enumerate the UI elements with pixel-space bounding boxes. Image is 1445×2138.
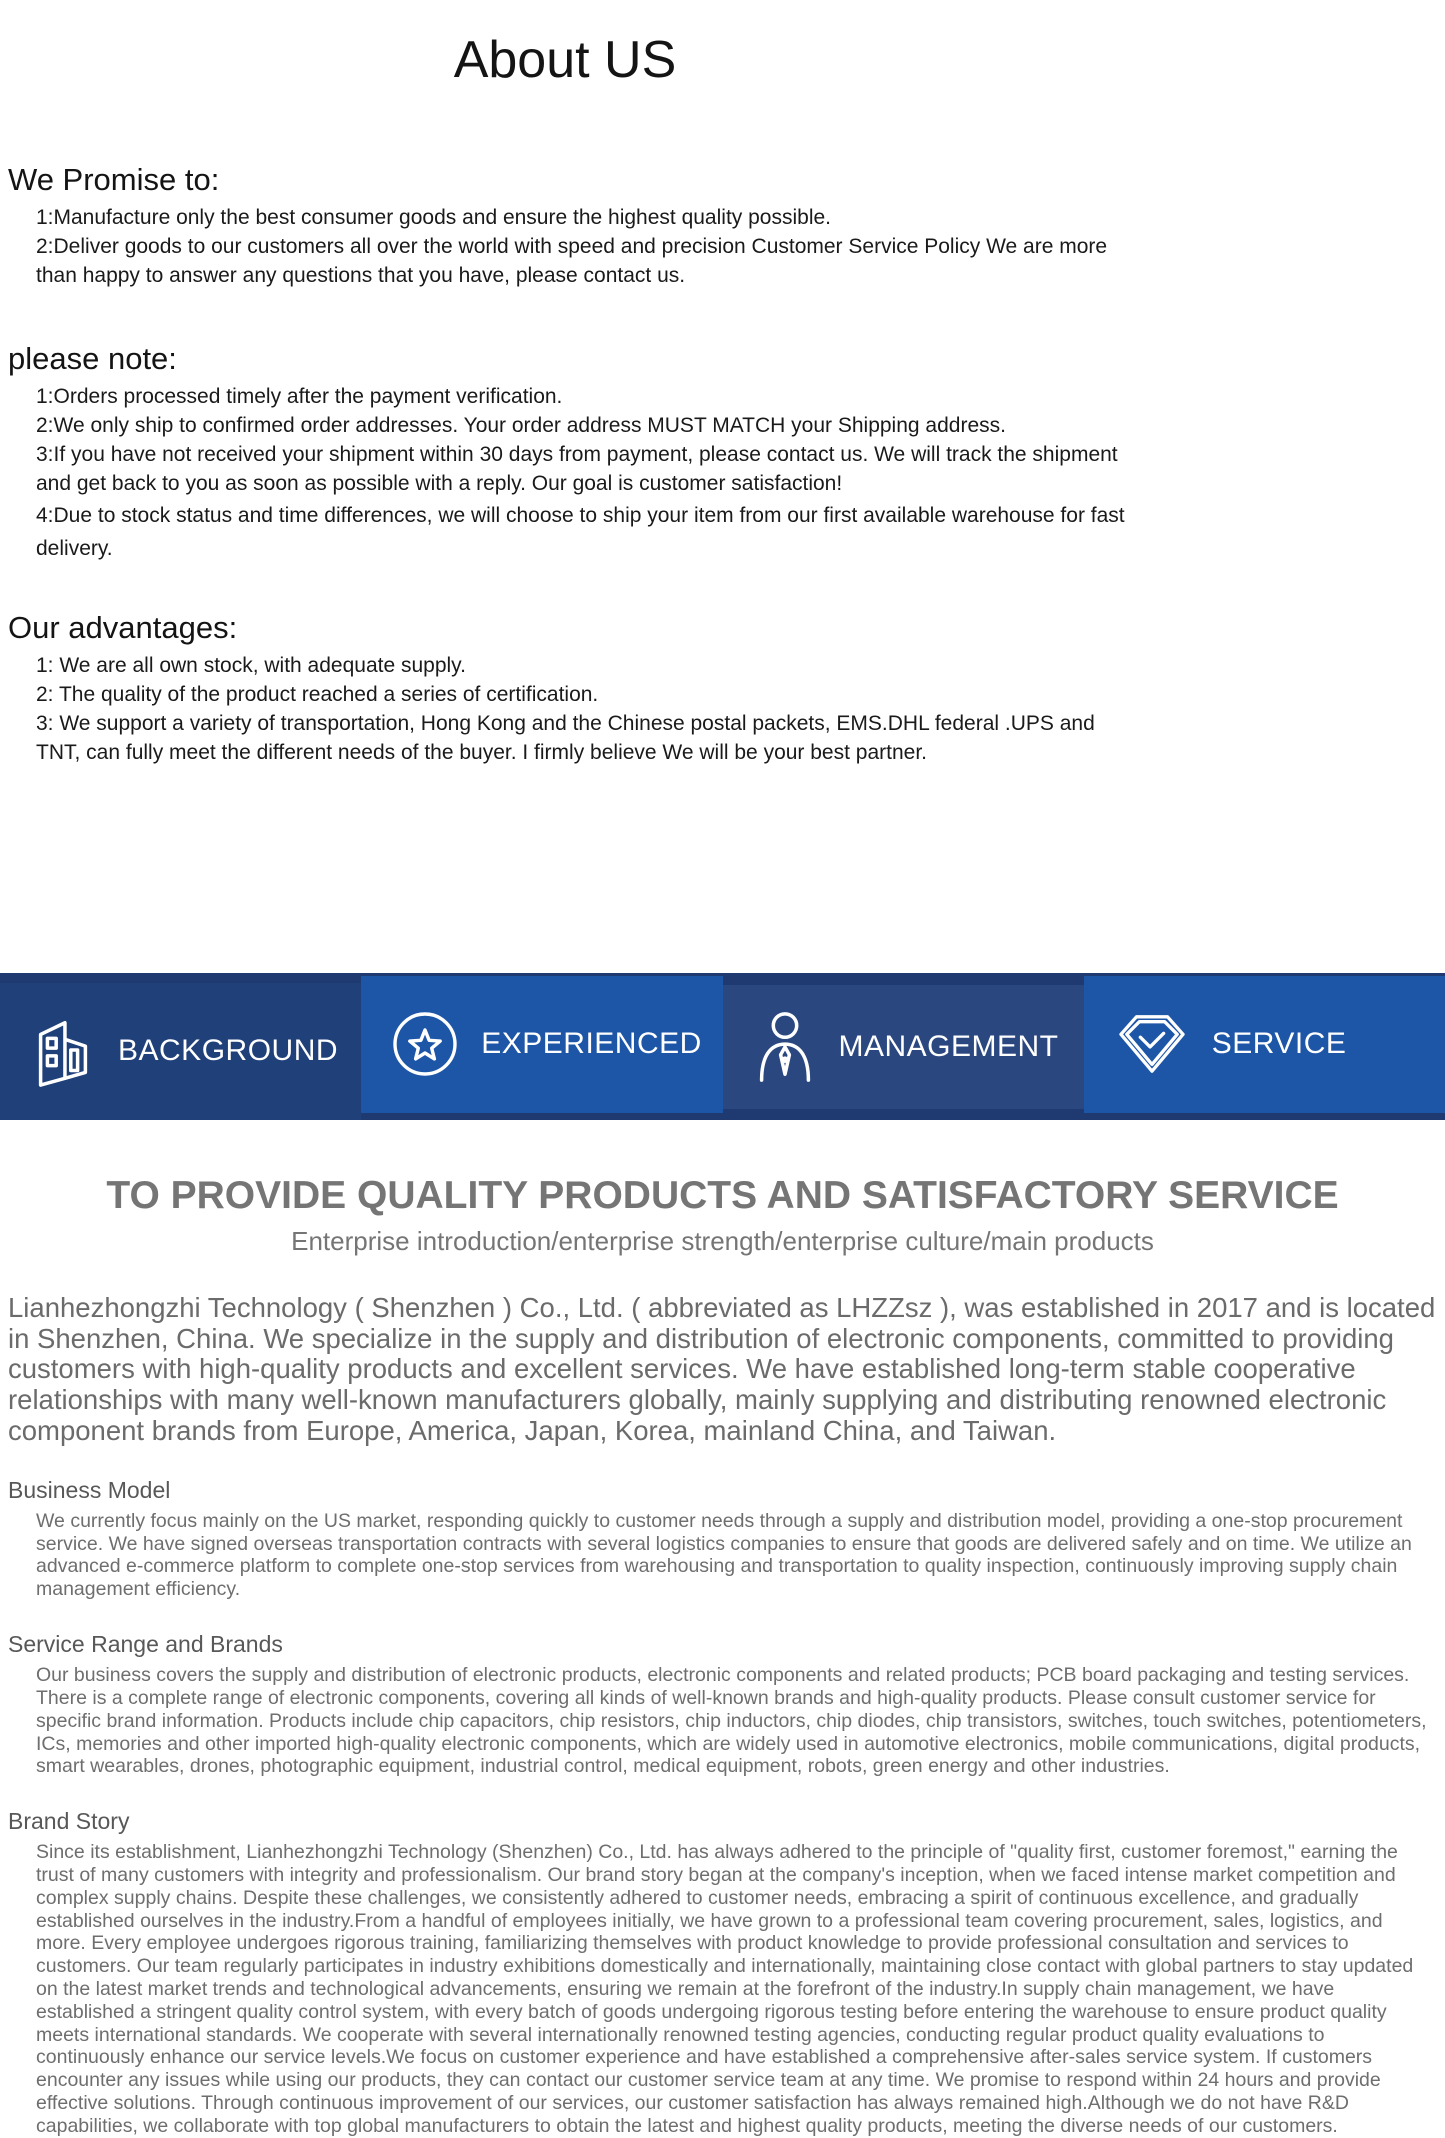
promise-section [8, 162, 1445, 291]
service-range-section [0, 1631, 1445, 1778]
diamond-check-icon [1114, 1011, 1190, 1077]
promise-item: 2:Deliver goods to our customers all over the world with speed and precision Customer Service Policy We are more than happy to answer any questions that you have, please contact us. [36, 234, 1108, 287]
banner-tile-management [723, 985, 1084, 1109]
section-heading: Service Range and Brands [8, 1631, 283, 1658]
about-us-top [0, 30, 1445, 768]
banner-tile-experienced [361, 976, 722, 1113]
page-title: About US [453, 31, 677, 89]
advantage-item: 1: We are all own stock, with adequate supply. [36, 653, 466, 677]
advantages-section [8, 610, 1445, 768]
note-item: 3:If you have not received your shipment within 30 days from payment, please contact us. We will track the shipment and get back to you as soon as possible with a reply. Our goal is customer satisfaction! [36, 442, 1118, 495]
note-list [36, 383, 1138, 566]
company-subheadline: Enterprise introduction/enterprise strength/enterprise culture/main products [291, 1225, 1154, 1256]
note-item: 4:Due to stock status and time differences, we will choose to ship your item from our first available warehouse for fast delivery. [36, 503, 1125, 561]
person-tie-icon [753, 1008, 817, 1086]
banner-label: BACKGROUND [118, 1034, 339, 1068]
promise-heading: We Promise to: [8, 162, 220, 197]
section-heading: Brand Story [8, 1808, 130, 1835]
banner-label: MANAGEMENT [838, 1029, 1059, 1063]
note-item: 2:We only ship to confirmed order addresses. Your order address MUST MATCH your Shipping address. [36, 413, 1006, 437]
promise-item: 1:Manufacture only the best consumer goods and ensure the highest quality possible. [36, 206, 831, 229]
banner-tile-background [0, 983, 361, 1120]
note-item: 1:Orders processed timely after the payment verification. [36, 384, 563, 408]
advantages-heading: Our advantages: [8, 609, 238, 645]
company-headline: TO PROVIDE QUALITY PRODUCTS AND SATISFACTORY SERVICE [106, 1173, 1339, 1217]
feature-banner [0, 973, 1445, 1120]
company-intro: Lianhezhongzhi Technology ( Shenzhen ) Co., Ltd. ( abbreviated as LHZZsz ), was established in 2017 and is located in Shenzhen, China. We specialize in the supply and distribution of electronic components, committed to providing customers with high-quality products and excellent services. We have established long-term stable cooperative relationships with many well-known manufacturers globally, mainly supplying and distributing renowned electronic component brands from Europe, America, Japan, Korea, mainland China, and Taiwan. [8, 1291, 1436, 1447]
section-body: Since its establishment, Lianhezhongzhi Technology (Shenzhen) Co., Ltd. has always adhered to the principle of "quality first, customer foremost," earning the trust of many customers with integrity and professionalism. Our brand story began at the company's inception, when we faced intense market competition and complex supply chains. Despite these challenges, we consistently adhered to customer needs, embracing a spirit of continuous excellence, and gradually established ourselves in the industry.From a handful of employees initially, we have grown to a professional team covering procurement, sales, logistics, and more. Every employee undergoes rigorous training, familiarizing themselves with product knowledge to provide professional consultation and services to customers. Our team regularly participates in industry exhibitions domestically and internationally, maintaining close contact with global partners to stay updated on the latest market trends and technological advancements, ensuring we remain at the forefront of the industry.In supply chain management, we have established a stringent quality control system, with every batch of goods undergoing rigorous testing before entering the warehouse to ensure product quality meets international standards. We cooperate with several internationally renowned testing agencies, conducting regular product quality evaluations to continuously enhance our service levels.We focus on customer experience and have established a comprehensive after-sales service system. If customers encounter any issues while using our products, they can contact our customer service team at any time. We promise to respond within 24 hours and provide effective solutions. Through continuous improvement of our services, our customer satisfaction has always remained high.Although we do not have R&D capabilities, we collaborate with top global manufacturers to obtain the latest and highest quality products, meeting the diverse needs of our customers. [36, 1841, 1414, 2137]
brand-story-section [0, 1808, 1445, 2138]
section-heading: Business Model [8, 1476, 171, 1503]
section-body: Our business covers the supply and distribution of electronic products, electronic components and related products; PCB board packaging and testing services. There is a complete range of electronic components, covering all kinds of well-known brands and high-quality products. Please consult customer service for specific brand information. Products include chip capacitors, chip resistors, chip inductors, chip diodes, chip transistors, switches, touch switches, potentiometers, ICs, memories and other imported high-quality electronic components, which are widely used in automotive electronics, mobile communications, digital products, smart wearables, drones, photographic equipment, industrial control, medical equipment, robots, green energy and other industries. [36, 1664, 1427, 1778]
company-area [0, 1174, 1445, 2138]
banner-label: SERVICE [1211, 1027, 1347, 1061]
banner-label: EXPERIENCED [481, 1027, 702, 1061]
advantages-list [36, 652, 1138, 768]
advantage-item: 2: The quality of the product reached a series of certification. [36, 682, 599, 706]
star-circle-icon [391, 1010, 459, 1078]
business-model-section [0, 1477, 1445, 1601]
building-icon [30, 1014, 96, 1088]
section-body: We currently focus mainly on the US market, responding quickly to customer needs through a supply and distribution model, providing a one-stop procurement service. We have signed overseas transportation contracts with several logistics companies to ensure that goods are delivered safely and on time. We utilize an advanced e-commerce platform to complete one-stop services from warehousing and transportation to quality inspection, continuously improving supply chain management efficiency. [36, 1509, 1412, 1601]
note-heading: please note: [8, 340, 177, 376]
promise-list [36, 204, 1138, 291]
note-section [8, 341, 1445, 566]
banner-tile-service [1084, 976, 1445, 1113]
advantage-item: 3: We support a variety of transportation, Hong Kong and the Chinese postal packets, EMS.DHL federal .UPS and TNT, can fully meet the different needs of the buyer. I firmly believe We will be your best partner. [36, 711, 1095, 764]
